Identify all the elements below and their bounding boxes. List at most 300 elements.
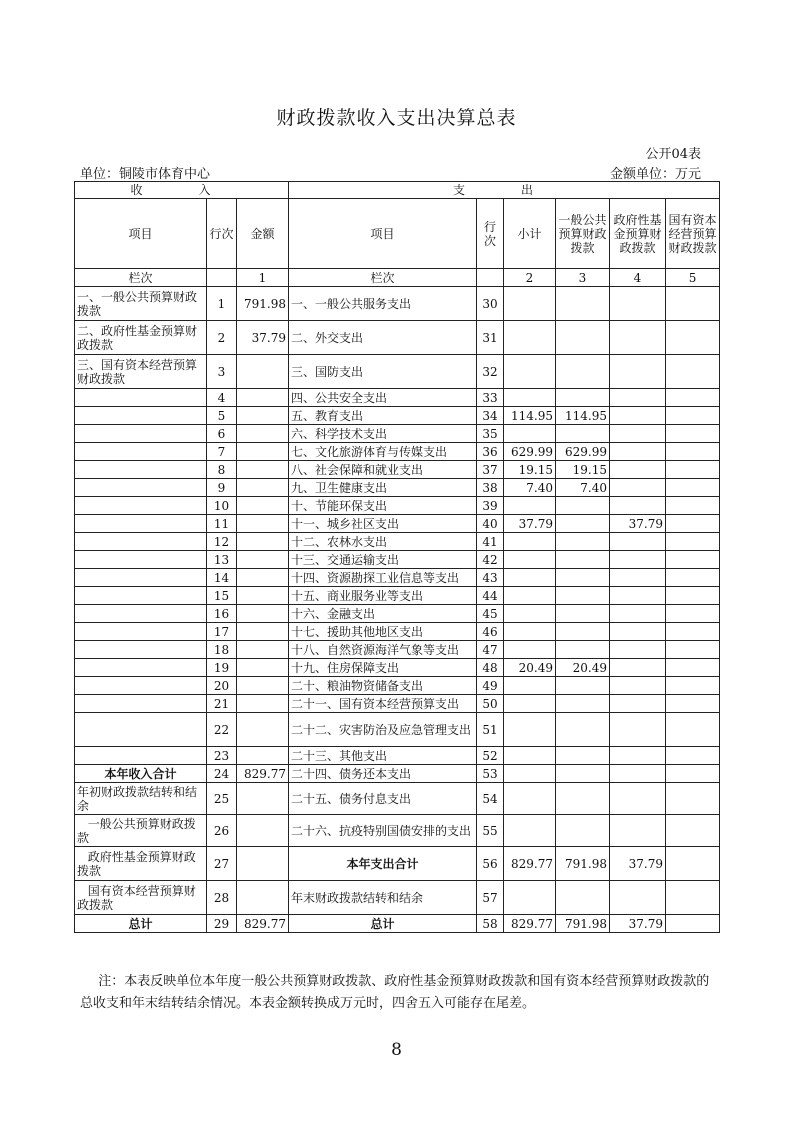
state-capital-value [666,881,720,915]
fund-budget-value [610,641,666,659]
expense-line-no: 35 [477,425,504,443]
expense-item: 九、卫生健康支出 [289,479,477,497]
income-amount [237,713,289,747]
income-amount [237,881,289,915]
state-capital-header: 国有资本经营预算财政拨款 [666,199,720,269]
income-item-header: 项目 [75,199,207,269]
expense-line-no: 33 [477,389,504,407]
subtotal-value [504,355,556,389]
general-budget-value [556,677,610,695]
page-number: 8 [391,1040,402,1060]
expense-line-no: 39 [477,497,504,515]
expense-line-no: 46 [477,623,504,641]
income-amount [237,605,289,623]
expense-line-no: 42 [477,551,504,569]
income-line-no: 3 [207,355,237,389]
expense-item: 十二、农林水支出 [289,533,477,551]
expense-line-no: 49 [477,677,504,695]
fund-budget-value [610,713,666,747]
expense-line-no: 51 [477,713,504,747]
income-line-no: 14 [207,569,237,587]
state-capital-value [666,695,720,713]
general-budget-value [556,569,610,587]
subtotal-header: 小计 [504,199,556,269]
fund-budget-value [610,443,666,461]
expense-line-no: 50 [477,695,504,713]
state-capital-value [666,569,720,587]
fund-budget-value [610,747,666,765]
state-capital-value [666,407,720,425]
expense-item: 十六、金融支出 [289,605,477,623]
expense-line-no: 44 [477,587,504,605]
table-row [75,533,720,551]
fund-budget-value: 37.79 [610,515,666,533]
income-amount: 829.77 [237,765,289,783]
expense-line-no: 37 [477,461,504,479]
header-row [75,199,720,269]
income-line-no: 1 [207,287,237,321]
general-budget-value [556,389,610,407]
income-item [75,425,207,443]
subtotal-value: 19.15 [504,461,556,479]
subtotal-value [504,783,556,815]
expense-item: 十四、资源勘探工业信息等支出 [289,569,477,587]
footnote: 注：本表反映单位本年度一般公共预算财政拨款、政府性基金预算财政拨款和国有资本经营预算财政拨款的总收支和年末结转结余情况。本表金额转换成万元时，四舍五入可能存在尾差。 [80,974,710,1011]
income-line-no: 20 [207,677,237,695]
income-line-no: 10 [207,497,237,515]
fund-budget-value [610,355,666,389]
table-row [75,623,720,641]
state-capital-value [666,533,720,551]
expense-line-no: 58 [477,915,504,933]
income-line-no: 9 [207,479,237,497]
expense-item: 十一、城乡社区支出 [289,515,477,533]
income-amount [237,407,289,425]
fund-budget-value: 37.79 [610,915,666,933]
expense-item: 十八、自然资源海洋气象等支出 [289,641,477,659]
fund-budget-value [610,605,666,623]
income-amount [237,425,289,443]
general-budget-value [556,713,610,747]
expense-item: 三、国防支出 [289,355,477,389]
state-capital-value [666,713,720,747]
income-amount [237,515,289,533]
expense-item-header: 项目 [289,199,477,269]
income-line-no: 25 [207,783,237,815]
fund-budget-value: 37.79 [610,847,666,881]
income-amount [237,659,289,677]
general-budget-value [556,355,610,389]
expense-line-no: 55 [477,815,504,847]
table-row [75,915,720,933]
col-number-2: 2 [504,269,556,287]
income-line-no: 24 [207,765,237,783]
income-line-no: 4 [207,389,237,407]
expense-item: 二十一、国有资本经营预算支出 [289,695,477,713]
state-capital-value [666,587,720,605]
table-row [75,321,720,355]
expense-header: 支 出 [289,182,720,199]
income-amount [237,461,289,479]
general-budget-value: 791.98 [556,847,610,881]
subtotal-value [504,497,556,515]
income-line-no: 8 [207,461,237,479]
general-budget-value: 629.99 [556,443,610,461]
header-group-row [75,182,720,199]
table-row [75,443,720,461]
subtotal-value: 20.49 [504,659,556,677]
expense-item: 十五、商业服务业等支出 [289,587,477,605]
general-budget-value [556,815,610,847]
fund-budget-value [610,659,666,677]
fund-budget-value [610,881,666,915]
income-line-no: 17 [207,623,237,641]
subtotal-value: 829.77 [504,847,556,881]
expense-item: 四、公共安全支出 [289,389,477,407]
income-item [75,569,207,587]
col-number-4: 4 [610,269,666,287]
expense-item: 年末财政拨款结转和结余 [289,881,477,915]
expense-line-no: 47 [477,641,504,659]
income-line-no: 5 [207,407,237,425]
income-line-no: 13 [207,551,237,569]
income-amount [237,847,289,881]
fund-budget-value [610,569,666,587]
income-item: 一、一般公共预算财政拨款 [75,287,207,321]
table-row [75,677,720,695]
state-capital-value [666,515,720,533]
fund-budget-value [610,765,666,783]
general-budget-value [556,641,610,659]
general-budget-value [556,747,610,765]
subtotal-value [504,641,556,659]
expense-line-header: 行次 [477,199,504,269]
income-line-no: 16 [207,605,237,623]
income-header: 收 入 [75,182,289,199]
income-amount [237,815,289,847]
reporting-unit: 单位：铜陵市体育中心 [80,167,211,182]
table-row [75,695,720,713]
table-row [75,847,720,881]
general-budget-value [556,287,610,321]
page-title: 财政拨款收入支出决算总表 [276,107,517,129]
subtotal-value: 629.99 [504,443,556,461]
form-number: 公开04表 [645,147,701,162]
state-capital-value [666,497,720,515]
subtotal-value [504,747,556,765]
expense-item: 二十四、债务还本支出 [289,765,477,783]
income-item [75,605,207,623]
expense-line-no: 52 [477,747,504,765]
expense-item: 总计 [289,915,477,933]
subtotal-value [504,287,556,321]
income-item [75,659,207,677]
col-number-1: 1 [237,269,289,287]
income-item [75,389,207,407]
column-number-row [75,269,720,287]
subtotal-value [504,881,556,915]
table-row [75,425,720,443]
expense-line-no: 43 [477,569,504,587]
expense-line-no: 41 [477,533,504,551]
income-amount [237,497,289,515]
expense-item: 六、科学技术支出 [289,425,477,443]
state-capital-value [666,815,720,847]
table-row [75,551,720,569]
income-item [75,461,207,479]
expense-line-no: 38 [477,479,504,497]
table-row [75,783,720,815]
table-row [75,389,720,407]
table-row [75,355,720,389]
table-row [75,569,720,587]
fund-budget-header: 政府性基金预算财政拨款 [610,199,666,269]
subtotal-value [504,321,556,355]
state-capital-value [666,765,720,783]
fund-budget-value [610,425,666,443]
fund-budget-value [610,623,666,641]
income-amount [237,533,289,551]
expense-item: 七、文化旅游体育与传媒支出 [289,443,477,461]
expense-line-no: 54 [477,783,504,815]
income-item [75,747,207,765]
table-row [75,713,720,747]
state-capital-value [666,605,720,623]
expense-line-no: 32 [477,355,504,389]
income-line-no: 29 [207,915,237,933]
subtotal-value [504,533,556,551]
state-capital-value [666,783,720,815]
subtotal-value [504,569,556,587]
fund-budget-value [610,461,666,479]
subtotal-value [504,587,556,605]
budget-table [74,181,720,933]
table-row [75,605,720,623]
income-amount-header: 金额 [237,199,289,269]
table-row [75,479,720,497]
state-capital-value [666,623,720,641]
state-capital-value [666,659,720,677]
general-budget-value [556,623,610,641]
income-amount: 829.77 [237,915,289,933]
general-budget-value: 7.40 [556,479,610,497]
subtotal-value: 114.95 [504,407,556,425]
income-item [75,407,207,425]
expense-item: 二十二、灾害防治及应急管理支出 [289,713,477,747]
income-item: 国有资本经营预算财政拨款 [75,881,207,915]
expense-line-no: 48 [477,659,504,677]
expense-line-no: 34 [477,407,504,425]
income-line-no: 11 [207,515,237,533]
expense-line-no: 40 [477,515,504,533]
income-item [75,533,207,551]
expense-item: 二十五、债务付息支出 [289,783,477,815]
general-budget-value [556,695,610,713]
table-row [75,641,720,659]
col-label-right: 栏次 [289,269,477,287]
income-item: 政府性基金预算财政拨款 [75,847,207,881]
table-row [75,747,720,765]
col-number-3: 3 [556,269,610,287]
income-amount [237,551,289,569]
fund-budget-value [610,287,666,321]
income-line-no: 22 [207,713,237,747]
income-item [75,623,207,641]
fund-budget-value [610,533,666,551]
subtotal-value [504,815,556,847]
subtotal-value: 829.77 [504,915,556,933]
fund-budget-value [610,407,666,425]
income-item [75,551,207,569]
income-amount [237,677,289,695]
general-budget-value [556,533,610,551]
state-capital-value [666,443,720,461]
subtotal-value [504,389,556,407]
general-budget-value [556,783,610,815]
income-amount [237,623,289,641]
table-row [75,881,720,915]
general-budget-value [556,881,610,915]
money-unit: 金额单位：万元 [609,167,701,182]
fund-budget-value [610,497,666,515]
state-capital-value [666,479,720,497]
state-capital-value [666,551,720,569]
fund-budget-value [610,551,666,569]
general-budget-value [556,497,610,515]
expense-line-no: 30 [477,287,504,321]
table-row [75,659,720,677]
subtotal-value [504,765,556,783]
expense-item: 五、教育支出 [289,407,477,425]
empty-cell [477,269,504,287]
income-item [75,479,207,497]
state-capital-value [666,915,720,933]
table-row [75,497,720,515]
fund-budget-value [610,389,666,407]
income-amount [237,587,289,605]
subtotal-value [504,551,556,569]
income-amount [237,355,289,389]
income-item: 总计 [75,915,207,933]
income-line-no: 21 [207,695,237,713]
subtotal-value [504,695,556,713]
income-item: 年初财政拨款结转和结余 [75,783,207,815]
fund-budget-value [610,783,666,815]
expense-item: 十九、住房保障支出 [289,659,477,677]
state-capital-value [666,287,720,321]
subtotal-value [504,425,556,443]
table-row [75,461,720,479]
income-amount [237,479,289,497]
income-amount: 791.98 [237,287,289,321]
income-amount [237,443,289,461]
income-item [75,587,207,605]
income-line-no: 12 [207,533,237,551]
general-budget-value [556,587,610,605]
subtotal-value: 37.79 [504,515,556,533]
income-line-no: 19 [207,659,237,677]
state-capital-value [666,355,720,389]
fund-budget-value [610,479,666,497]
fund-budget-value [610,677,666,695]
subtotal-value [504,677,556,695]
expense-item: 一、一般公共服务支出 [289,287,477,321]
general-budget-value [556,425,610,443]
income-item [75,695,207,713]
income-line-no: 27 [207,847,237,881]
expense-item: 二十三、其他支出 [289,747,477,765]
income-item [75,677,207,695]
state-capital-value [666,677,720,695]
state-capital-value [666,641,720,659]
income-item [75,515,207,533]
income-item: 三、国有资本经营预算财政拨款 [75,355,207,389]
table-row [75,765,720,783]
income-amount [237,641,289,659]
subtotal-value: 7.40 [504,479,556,497]
expense-item: 本年支出合计 [289,847,477,881]
general-budget-header: 一般公共预算财政拨款 [556,199,610,269]
general-budget-value: 791.98 [556,915,610,933]
subtotal-value [504,713,556,747]
general-budget-value: 114.95 [556,407,610,425]
income-line-no: 7 [207,443,237,461]
income-item: 本年收入合计 [75,765,207,783]
income-item [75,641,207,659]
income-line-no: 2 [207,321,237,355]
income-line-header: 行次 [207,199,237,269]
state-capital-value [666,847,720,881]
table-row [75,587,720,605]
expense-item: 二十六、抗疫特别国债安排的支出 [289,815,477,847]
income-line-no: 26 [207,815,237,847]
empty-cell [207,269,237,287]
table-row [75,815,720,847]
expense-item: 二、外交支出 [289,321,477,355]
expense-line-no: 45 [477,605,504,623]
state-capital-value [666,747,720,765]
table-row [75,407,720,425]
income-item [75,713,207,747]
fund-budget-value [610,815,666,847]
general-budget-value [556,605,610,623]
income-item: 二、政府性基金预算财政拨款 [75,321,207,355]
expense-item: 十七、援助其他地区支出 [289,623,477,641]
table-row [75,287,720,321]
income-line-no: 15 [207,587,237,605]
subtotal-value [504,623,556,641]
income-amount [237,569,289,587]
income-amount [237,389,289,407]
state-capital-value [666,461,720,479]
general-budget-value [556,765,610,783]
state-capital-value [666,425,720,443]
income-amount [237,747,289,765]
expense-item: 八、社会保障和就业支出 [289,461,477,479]
income-amount: 37.79 [237,321,289,355]
income-line-no: 23 [207,747,237,765]
col-number-5: 5 [666,269,720,287]
subtotal-value [504,605,556,623]
fund-budget-value [610,695,666,713]
expense-item: 十三、交通运输支出 [289,551,477,569]
expense-line-no: 36 [477,443,504,461]
income-amount [237,783,289,815]
general-budget-value [556,515,610,533]
general-budget-value: 20.49 [556,659,610,677]
income-amount [237,695,289,713]
income-item [75,443,207,461]
